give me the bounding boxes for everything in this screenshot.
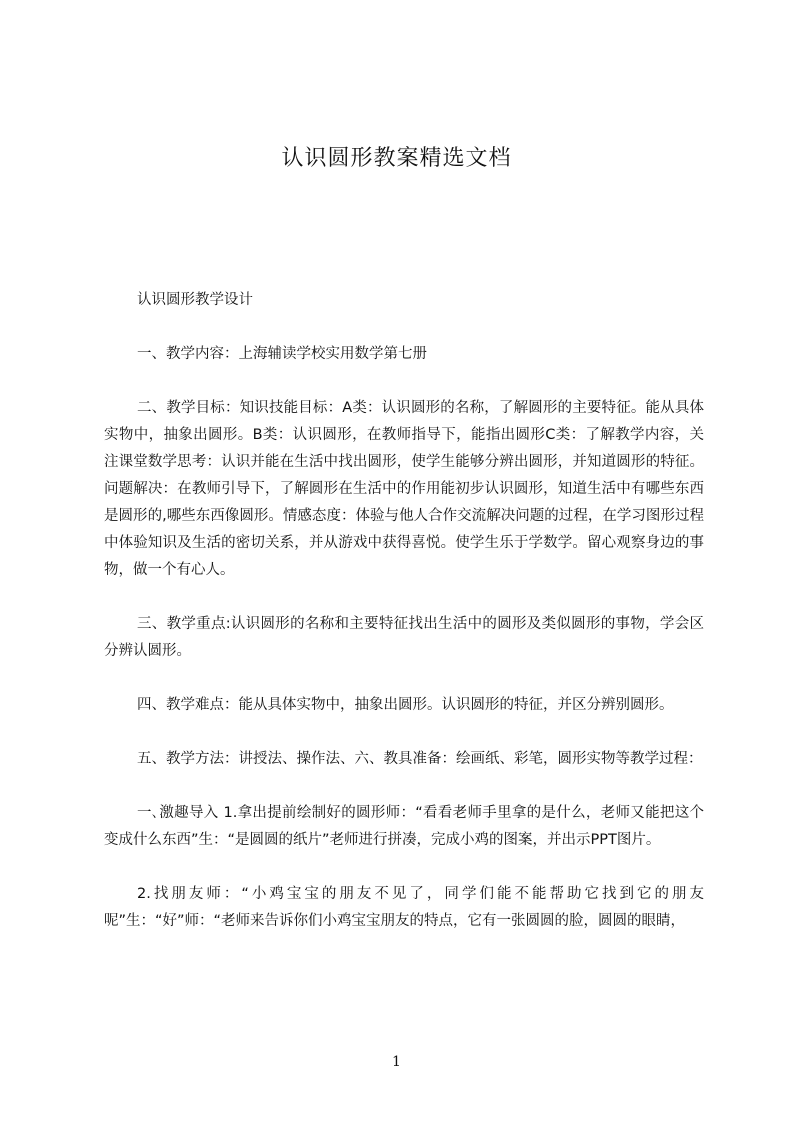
paragraph-objectives: 二、教学目标：知识技能目标：A类：认识圆形的名称，了解圆形的主要特征。能从具体实物中，抽象出圆形。B类：认识圆形，在教师指导下，能指出圆形C类：了解教学内容，关注课堂数学思考：认识并能在生活中找出圆形，使学生能够分辨出圆形，并知道圆形的特征。问题解决：在教师引导下，了解圆形在生活中的作用能初步认识圆形，知道生活中有哪些东西是圆形的,哪些东西像圆形。情感态度：体验与他人合作交流解决问题的过程，在学习图形过程中体验知识及生活的密切关系，并从游戏中获得喜悦。使学生乐于学数学。留心观察身边的事物，做一个有心人。: [104, 400, 704, 578]
paragraph-introduction: 一､激趣导入 1.拿出提前绘制好的圆形师：“看看老师手里拿的是什么，老师又能把这个变成什么东西”生：“是圆圆的纸片”老师进行拼凑，完成小鸡的图案，并出示PPT图片。: [104, 805, 704, 848]
paragraph-find-friends: 2.找朋友师：“小鸡宝宝的朋友不见了，同学们能不能帮助它找到它的朋友呢”生：“好”师：“老师来告诉你们小鸡宝宝朋友的特点，它有一张圆圆的脸，圆圆的眼睛，: [104, 886, 704, 929]
document-title: 认识圆形教案精选文档: [281, 146, 512, 171]
paragraph-methods: 五、教学方法：讲授法、操作法、六、教具准备：绘画纸、彩笔，圆形实物等教学过程：: [137, 751, 703, 767]
paragraph-difficulties: 四、教学难点：能从具体实物中，抽象出圆形。认识圆形的特征，并区分辨别圆形。: [137, 697, 674, 713]
paragraph-content: 一、教学内容：上海辅读学校实用数学第七册: [137, 346, 427, 362]
document-subtitle: 认识圆形教学设计: [137, 292, 253, 308]
paragraph-key-points: 三、教学重点:认识圆形的名称和主要特征找出生活中的圆形及类似圆形的事物，学会区分辨认圆形。: [104, 616, 704, 659]
document-body: [104, 287, 704, 935]
page-number: 1: [392, 1054, 401, 1070]
